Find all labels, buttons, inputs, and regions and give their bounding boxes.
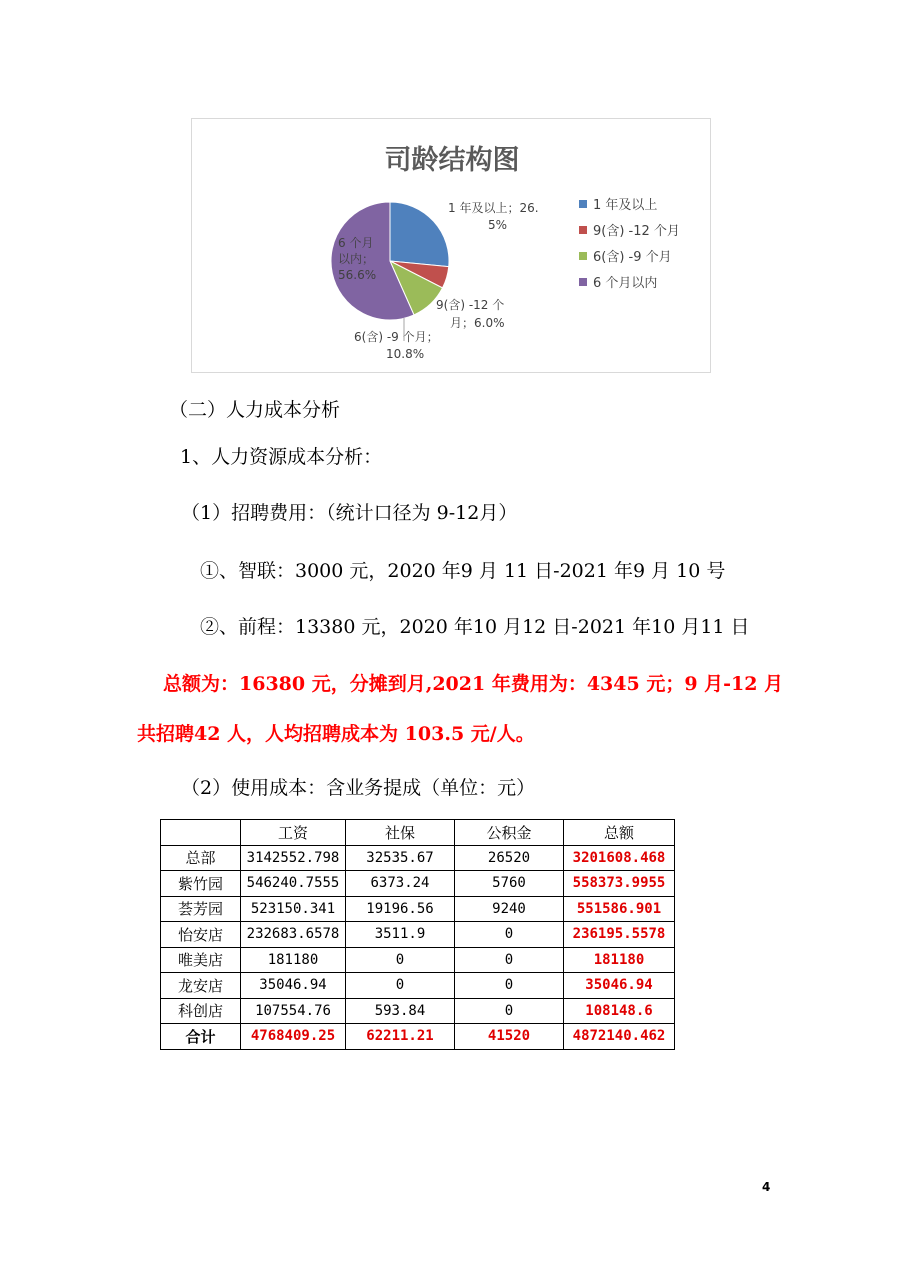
- legend-swatch: [579, 252, 587, 260]
- table-cell: 0: [346, 973, 455, 999]
- pie-chart: [191, 118, 711, 373]
- table-row: [161, 871, 675, 897]
- pie-data-label: 6(含) -9 个月；: [354, 330, 439, 344]
- recruit-cost-heading: （1）招聘费用：（统计口径为 9-12月）: [181, 502, 518, 524]
- table-cell: 41520: [455, 1024, 564, 1050]
- cost-table: [160, 819, 675, 1050]
- zhilian-cost-line: ①、智联：3000 元，2020 年9 月 11 日-2021 年9 月 10 号: [200, 560, 726, 582]
- pie-data-label: 56.6%: [338, 268, 377, 282]
- table-cell: 5760: [455, 871, 564, 897]
- table-cell: 546240.7555: [241, 871, 346, 897]
- table-cell: 593.84: [346, 998, 455, 1024]
- pie-data-label: 6 个月: [338, 236, 374, 250]
- table-row: [161, 947, 675, 973]
- legend-swatch: [579, 278, 587, 286]
- section-heading: （二）人力成本分析: [169, 399, 341, 421]
- legend-label: 6 个月以内: [593, 276, 658, 291]
- table-header-cell: 社保: [346, 820, 455, 846]
- table-cell: 4768409.25: [241, 1024, 346, 1050]
- pie-data-label: 9(含) -12 个: [436, 298, 505, 312]
- table-header-row: [161, 820, 675, 846]
- table-cell: 0: [455, 973, 564, 999]
- usage-cost-heading: （2）使用成本：含业务提成（单位：元）: [181, 777, 536, 799]
- table-row: [161, 896, 675, 922]
- table-row: [161, 973, 675, 999]
- pie-data-label: 10.8%: [386, 347, 425, 361]
- qiancheng-cost-line: ②、前程：13380 元，2020 年10 月12 日-2021 年10 月11 日: [200, 616, 750, 638]
- table-cell: 唯美店: [161, 947, 241, 973]
- table-cell: 3511.9: [346, 922, 455, 948]
- table-row: [161, 998, 675, 1024]
- legend-label: 9(含) -12 个月: [593, 224, 680, 239]
- table-cell: 0: [346, 947, 455, 973]
- table-cell: 108148.6: [564, 998, 675, 1024]
- page-number: 4: [762, 1180, 771, 1194]
- table-header-cell: 总额: [564, 820, 675, 846]
- table-row: [161, 922, 675, 948]
- table-cell: 3201608.468: [564, 845, 675, 871]
- table-cell: 236195.5578: [564, 922, 675, 948]
- table-cell: 35046.94: [241, 973, 346, 999]
- table-cell: 0: [455, 947, 564, 973]
- table-header-cell: 公积金: [455, 820, 564, 846]
- legend-swatch: [579, 200, 587, 208]
- pie-data-label: 1 年及以上；26.: [448, 201, 539, 215]
- table-cell: 181180: [564, 947, 675, 973]
- table-cell: 19196.56: [346, 896, 455, 922]
- table-header-cell: 工资: [241, 820, 346, 846]
- table-cell: 紫竹园: [161, 871, 241, 897]
- table-cell: 26520: [455, 845, 564, 871]
- table-header-cell: [161, 820, 241, 846]
- table-cell: 0: [455, 922, 564, 948]
- table-cell: 总部: [161, 845, 241, 871]
- table-cell: 科创店: [161, 998, 241, 1024]
- chart-title: 司龄结构图: [384, 145, 520, 176]
- legend-label: 1 年及以上: [593, 198, 658, 213]
- table-cell: 0: [455, 998, 564, 1024]
- table-cell: 6373.24: [346, 871, 455, 897]
- table-cell: 558373.9955: [564, 871, 675, 897]
- pie-slice: [390, 202, 449, 267]
- table-cell: 62211.21: [346, 1024, 455, 1050]
- pie-data-label: 以内；: [338, 252, 375, 266]
- table-cell: 4872140.462: [564, 1024, 675, 1050]
- table-cell: 523150.341: [241, 896, 346, 922]
- pie-data-label: 月；6.0%: [450, 316, 505, 330]
- table-cell: 181180: [241, 947, 346, 973]
- table-cell: 551586.901: [564, 896, 675, 922]
- legend-swatch: [579, 226, 587, 234]
- table-total-row: [161, 1024, 675, 1050]
- table-cell: 32535.67: [346, 845, 455, 871]
- legend-label: 6(含) -9 个月: [593, 250, 672, 265]
- pie-chart-svg: [192, 119, 710, 372]
- table-cell: 合计: [161, 1024, 241, 1050]
- pie-data-label: 5%: [488, 218, 508, 232]
- table-cell: 龙安店: [161, 973, 241, 999]
- table-cell: 怡安店: [161, 922, 241, 948]
- summary-line-2: 共招聘42 人，人均招聘成本为 103.5 元/人。: [137, 723, 535, 745]
- table-cell: 232683.6578: [241, 922, 346, 948]
- summary-line-1: 总额为：16380 元，分摊到月,2021 年费用为：4345 元；9 月-12 月: [163, 673, 784, 695]
- table-cell: 35046.94: [564, 973, 675, 999]
- table-cell: 9240: [455, 896, 564, 922]
- table-cell: 107554.76: [241, 998, 346, 1024]
- table-row: [161, 845, 675, 871]
- table-cell: 3142552.798: [241, 845, 346, 871]
- table-cell: 荟芳园: [161, 896, 241, 922]
- sub-heading: 1、人力资源成本分析：: [180, 446, 383, 468]
